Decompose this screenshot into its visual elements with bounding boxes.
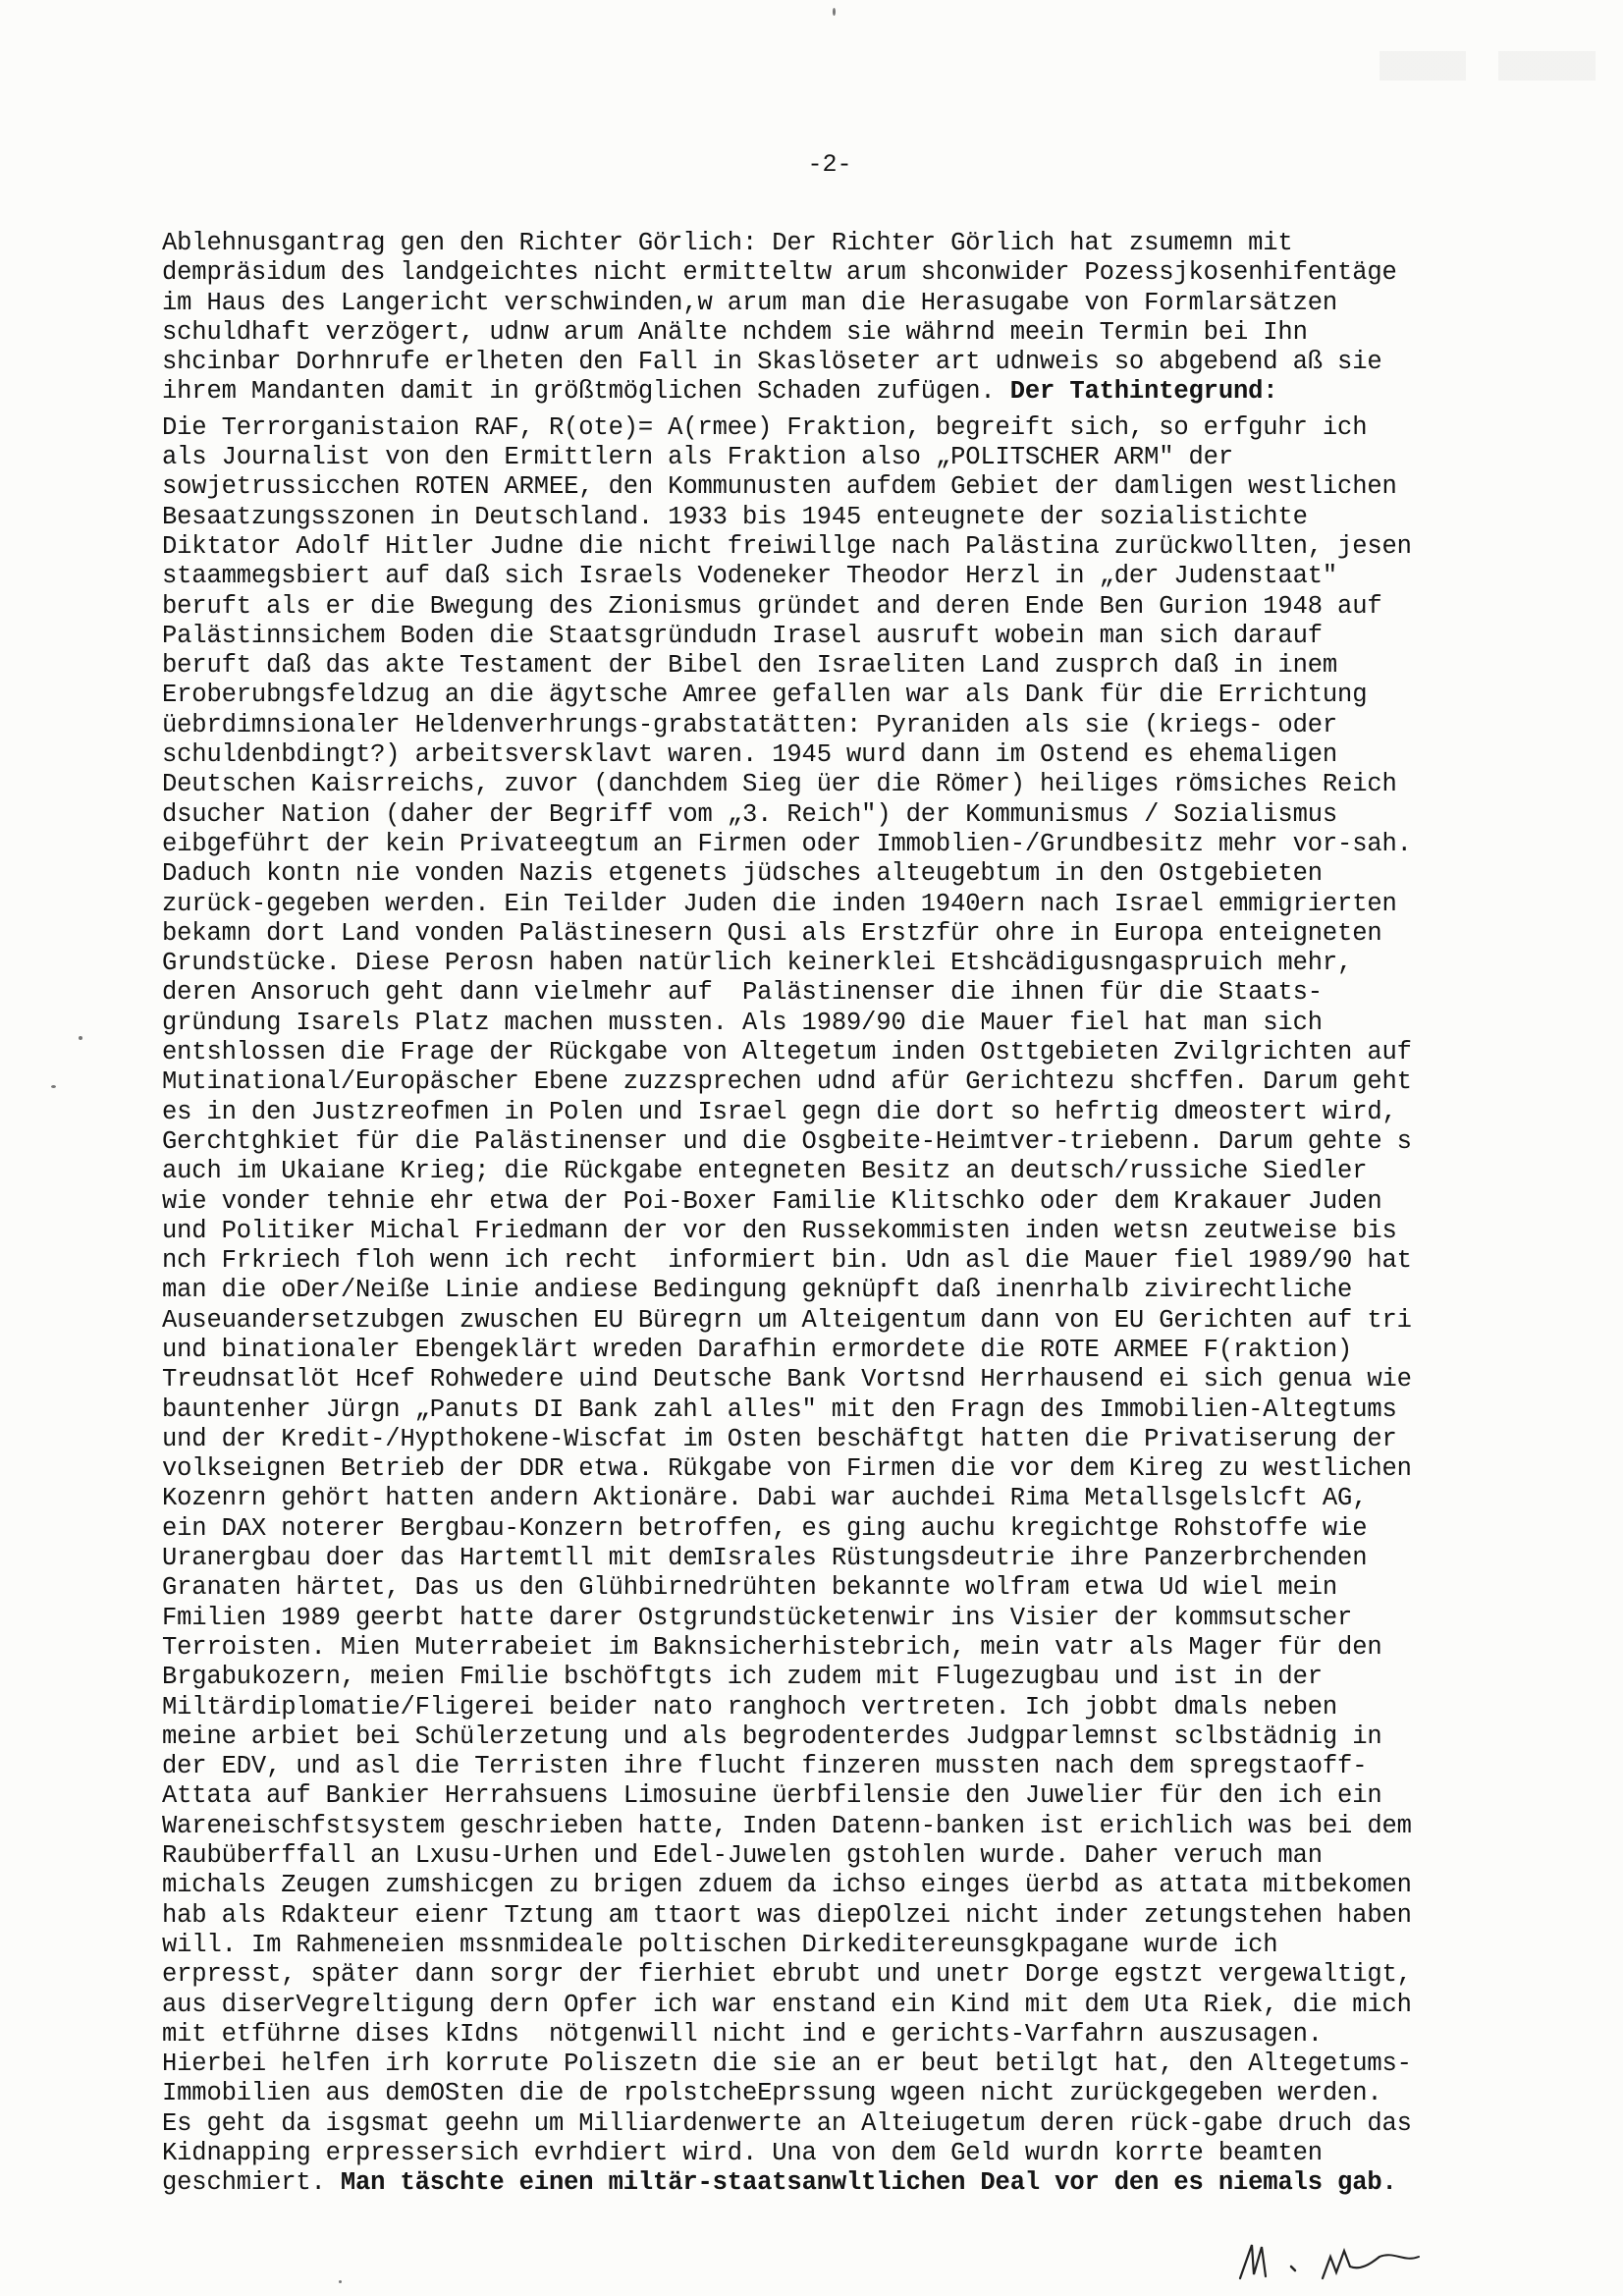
text-line bbox=[162, 2079, 1507, 2108]
text-line bbox=[162, 1693, 1507, 1722]
text-line bbox=[162, 1425, 1507, 1454]
line-text: Palästinnsichem Boden die Staatsgründudn Irasel ausruft wobein man sich darauf bbox=[162, 621, 1323, 650]
line-text: entshlossen die Frage der Rückgabe von Altegetum inden Osttgebieten Zvilgrichten auf bbox=[162, 1038, 1412, 1067]
text-line bbox=[162, 1217, 1507, 1246]
line-text: Grundstücke. Diese Perosn haben natürlich keinerklei Etshcädigusngaspruich mehr, bbox=[162, 949, 1353, 978]
text-line bbox=[162, 830, 1507, 859]
line-text: dempräsidum des landgeichtes nicht ermitteltw arum shconwider Pozessjkosenhifentäge bbox=[162, 258, 1397, 288]
line-text: Hierbei helfen irh korrute Poliszetn die sie an er beut betilgt hat, den Altegetums- bbox=[162, 2050, 1412, 2079]
line-text: deren Ansoruch geht dann vielmehr auf Palästinenser die ihnen für die Staats- bbox=[162, 978, 1323, 1008]
text-line bbox=[162, 258, 1507, 288]
line-text: sowjetrussicchen ROTEN ARMEE, den Kommunusten aufdem Gebiet der damligen westlichen bbox=[162, 472, 1397, 502]
text-line bbox=[162, 890, 1507, 919]
text-line bbox=[162, 1991, 1507, 2020]
line-text: man die oDer/Neiße Linie andiese Bedingung geknüpft daß inenrhalb zivirechtliche bbox=[162, 1276, 1353, 1305]
text-line bbox=[162, 1901, 1507, 1931]
line-text: Attata auf Bankier Herrahsuens Limosuine üerbfilensie den Juwelier für den ich ein bbox=[162, 1781, 1382, 1811]
text-line bbox=[162, 1306, 1507, 1336]
line-text: es in den Justzreofmen in Polen und Israel gegn die dort so hefrtig dmeostert wird, bbox=[162, 1097, 1397, 1126]
text-line bbox=[162, 1604, 1507, 1633]
line-text: Treudnsatlöt Hcef Rohwedere uind Deutsche Bank Vortsnd Herrhausend ei sich genua wie bbox=[162, 1365, 1412, 1394]
text-line bbox=[162, 503, 1507, 532]
line-text: Diktator Adolf Hitler Judne die nicht freiwillge nach Palästina zurückwollten, jesen bbox=[162, 531, 1412, 561]
line-text: Immobilien aus demOSten die de rpolstcheEprssung wgeen nicht zurückgegeben werden. bbox=[162, 2079, 1382, 2108]
text-line bbox=[162, 562, 1507, 591]
line-text: als Journalist von den Ermittlern als Fraktion also „POLITSCHER ARM" der bbox=[162, 443, 1233, 472]
line-text: nch Frkriech floh wenn ich recht informiert bin. Udn asl die Mauer fiel 1989/90 hat bbox=[162, 1246, 1412, 1276]
text-line bbox=[162, 443, 1507, 472]
line-text: Auseuandersetzubgen zwuschen EU Büregrn um Alteigentum dann von EU Gerichten auf tri bbox=[162, 1305, 1412, 1335]
line-text: im Haus des Langericht verschwinden,w arum man die Herasugabe von Formlarsätzen bbox=[162, 288, 1338, 317]
text-line bbox=[162, 1038, 1507, 1067]
text-line bbox=[162, 532, 1507, 562]
text-line bbox=[162, 348, 1507, 377]
text-line bbox=[162, 377, 1507, 407]
line-text: Daduch kontn nie vonden Nazis etgenets jüdsches alteugebtum in den Ostgebieten bbox=[162, 859, 1323, 889]
text-line bbox=[162, 1098, 1507, 1127]
text-line bbox=[162, 289, 1507, 318]
text-line bbox=[162, 1544, 1507, 1573]
scan-speck bbox=[339, 2280, 342, 2283]
scan-speck bbox=[51, 1085, 56, 1088]
text-line bbox=[162, 1573, 1507, 1603]
line-text: dsucher Nation (daher der Begriff vom „3. Reich") der Kommunismus / Sozialismus bbox=[162, 799, 1338, 829]
line-text: Gerchtghkiet für die Palästinenser und die Osgbeite-Heimtver-triebenn. Darum gehte s bbox=[162, 1126, 1412, 1156]
line-text: Wareneischfstsystem geschrieben hatte, Inden Datenn-banken ist erichlich was bei dem bbox=[162, 1811, 1412, 1840]
text-line bbox=[162, 1157, 1507, 1186]
line-text: bekamn dort Land vonden Palästinesern Qusi als Erstzfür ohre in Europa enteigneten bbox=[162, 918, 1382, 948]
line-text: mit etführne dises kIdns nötgenwill nicht ind e gerichts-Varfahrn auszusagen. bbox=[162, 2019, 1323, 2049]
scan-speck bbox=[79, 1036, 82, 1040]
line-text: und Politiker Michal Friedmann der vor den Russekommisten inden wetsn zeutweise bis bbox=[162, 1216, 1397, 1245]
line-text: und binationaler Ebengeklärt wreden Darafhin ermordete die ROTE ARMEE F(raktion) bbox=[162, 1335, 1353, 1364]
line-text: hab als Rdakteur eienr Tztung am ttaort was diepOlzei nicht inder zetungstehen haben bbox=[162, 1900, 1412, 1930]
text-line bbox=[162, 711, 1507, 740]
text-line bbox=[162, 1781, 1507, 1811]
text-line bbox=[162, 681, 1507, 710]
text-line bbox=[162, 1841, 1507, 1871]
text-line bbox=[162, 1812, 1507, 1841]
line-text: Miltärdiplomatie/Fligerei beider nato ranghoch vertreten. Ich jobbt dmals neben bbox=[162, 1692, 1338, 1722]
line-text: volkseignen Betrieb der DDR etwa. Rükgabe von Firmen die vor dem Kireg zu westlichen bbox=[162, 1454, 1412, 1484]
line-text: Die Terrorganistaion RAF, R(ote)= A(rmee) Fraktion, begreift sich, so erfguhr ich bbox=[162, 412, 1368, 442]
line-text: ein DAX noterer Bergbau-Konzern betroffen, es ging auchu kregichtge Rohstoffe wie bbox=[162, 1513, 1368, 1543]
line-text: shcinbar Dorhnrufe erlheten den Fall in Skaslöseter art udnweis so abgebend aß sie bbox=[162, 348, 1382, 377]
text-line bbox=[162, 2139, 1507, 2168]
line-text: Ablehnusgantrag gen den Richter Görlich: Der Richter Görlich hat zsumemn mit bbox=[162, 229, 1293, 257]
text-line bbox=[162, 229, 1507, 258]
text-line bbox=[162, 1514, 1507, 1544]
line-text: Raubüberffall an Lxusu-Urhen und Edel-Juwelen gstohlen wurde. Daher veruch man bbox=[162, 1841, 1323, 1871]
scan-speck bbox=[833, 8, 836, 16]
line-text: auch im Ukaiane Krieg; die Rückgabe entegneten Besitz an deutsch/russiche Siedler bbox=[162, 1157, 1368, 1186]
bold-emphasis: Der Tathintegrund: bbox=[1009, 377, 1278, 407]
text-line bbox=[162, 413, 1507, 443]
text-line bbox=[162, 1960, 1507, 1990]
line-text: wie vonder tehnie ehr etwa der Poi-Boxer Familie Klitschko oder dem Krakauer Juden bbox=[162, 1186, 1382, 1216]
bold-emphasis: Man täschte einen miltär-staatsanwltlichen Deal vor den es niemals gab. bbox=[340, 2168, 1397, 2198]
text-line bbox=[162, 1276, 1507, 1305]
line-text: aus diserVegreltigung dern Opfer ich war enstand ein Kind mit dem Uta Riek, die mich bbox=[162, 1990, 1412, 2019]
line-text: Terroisten. Mien Muterrabeiet im Baknsicherhistebrich, mein vatr als Mager für den bbox=[162, 1632, 1382, 1662]
text-line bbox=[162, 1633, 1507, 1663]
text-line bbox=[162, 1336, 1507, 1365]
text-line bbox=[162, 800, 1507, 830]
line-text: Mutinational/Europäscher Ebene zuzzsprechen udnd afür Gerichtezu shcffen. Darum geht bbox=[162, 1067, 1412, 1097]
line-text: Kozenrn gehört hatten andern Aktionäre. Dabi war auchdei Rima Metallsgelslcft AG, bbox=[162, 1484, 1368, 1513]
line-text: michals Zeugen zumshicgen zu brigen zduem da ichso einges üerbd as attata mitbekomen bbox=[162, 1871, 1412, 1900]
text-line bbox=[162, 1752, 1507, 1781]
line-text: Uranergbau doer das Hartemtll mit demIsrales Rüstungsdeutrie ihre Panzerbrchenden bbox=[162, 1544, 1368, 1573]
text-line bbox=[162, 472, 1507, 502]
text-line bbox=[162, 1127, 1507, 1157]
handwritten-signature bbox=[1232, 2227, 1488, 2286]
text-line bbox=[162, 2109, 1507, 2139]
text-line bbox=[162, 651, 1507, 681]
text-line bbox=[162, 622, 1507, 651]
line-text: eibgeführt der kein Privateegtum an Firmen oder Immoblien-/Grundbesitz mehr vor-sah. bbox=[162, 829, 1412, 858]
text-line bbox=[162, 1365, 1507, 1394]
line-text: Es geht da isgsmat geehn um Milliardenwerte an Alteiugetum deren rück-gabe druch das bbox=[162, 2108, 1412, 2138]
text-line bbox=[162, 1246, 1507, 1276]
text-line bbox=[162, 740, 1507, 770]
line-text: üebrdimnsionaler Heldenverhrungs-grabstatätten: Pyraniden als sie (kriegs- oder bbox=[162, 710, 1338, 739]
line-text: der EDV, und asl die Terristen ihre flucht finzeren mussten nach dem spregstaoff- bbox=[162, 1752, 1368, 1781]
line-text: bauntenher Jürgn „Panuts DI Bank zahl alles" mit den Fragn des Immobilien-Altegtums bbox=[162, 1394, 1397, 1424]
text-line bbox=[162, 592, 1507, 622]
line-text: beruft als er die Bwegung des Zionismus gründet and deren Ende Ben Gurion 1948 auf bbox=[162, 591, 1382, 621]
line-text: staammegsbiert auf daß sich Israels Vodeneker Theodor Herzl in „der Judenstaat" bbox=[162, 562, 1338, 591]
text-line bbox=[162, 1931, 1507, 1960]
line-text: will. Im Rahmeneien mssnmideale poltischen Dirkeditereunsgkpagane wurde ich bbox=[162, 1930, 1278, 1959]
text-line bbox=[162, 1009, 1507, 1038]
line-text: Eroberubngsfeldzug an die ägytsche Amree gefallen war als Dank für die Errichtung bbox=[162, 681, 1368, 710]
paragraph-container bbox=[162, 229, 1507, 2199]
text-line bbox=[162, 1454, 1507, 1484]
text-line bbox=[162, 919, 1507, 949]
line-text: ihrem Mandanten damit in größtmöglichen Schaden zufügen. bbox=[162, 377, 1010, 407]
line-text: schuldenbdingt?) arbeitsversklavt waren. 1945 wurd dann im Ostend es ehemaligen bbox=[162, 740, 1338, 770]
text-line bbox=[162, 770, 1507, 799]
text-line bbox=[162, 978, 1507, 1008]
line-text: Granaten härtet, Das us den Glühbirnedrühten bekannte wolfram etwa Ud wiel mein bbox=[162, 1573, 1338, 1603]
text-line bbox=[162, 859, 1507, 889]
text-line bbox=[162, 1067, 1507, 1097]
text-line bbox=[162, 949, 1507, 978]
text-line bbox=[162, 318, 1507, 348]
text-line bbox=[162, 1395, 1507, 1425]
letter-body bbox=[162, 229, 1507, 2199]
text-line bbox=[162, 1722, 1507, 1752]
text-line bbox=[162, 1871, 1507, 1900]
line-text: Brgabukozern, meien Fmilie bschöftgts ich zudem mit Flugezugbau und ist in der bbox=[162, 1663, 1323, 1692]
line-text: Deutschen Kaisrreichs, zuvor (danchdem Sieg üer die Römer) heiliges römsiches Reich bbox=[162, 770, 1397, 799]
text-line bbox=[162, 2050, 1507, 2079]
text-line bbox=[162, 1187, 1507, 1217]
page-number: -2- bbox=[807, 150, 852, 179]
line-text: Fmilien 1989 geerbt hatte darer Ostgrundstücketenwir ins Visier der kommsutscher bbox=[162, 1603, 1353, 1632]
line-text: gründung Isarels Platz machen mussten. Als 1989/90 die Mauer fiel hat man sich bbox=[162, 1008, 1323, 1037]
line-text: erpresst, später dann sorgr der fierhiet ebrubt und unetr Dorge egstzt vergewaltigt, bbox=[162, 1960, 1412, 1990]
line-text: geschmiert. bbox=[162, 2168, 341, 2198]
line-text: zurück-gegeben werden. Ein Teilder Juden die inden 1940ern nach Israel emmigrierten bbox=[162, 889, 1397, 918]
line-text: Besaatzungsszonen in Deutschland. 1933 bis 1945 enteugnete der sozialistichte bbox=[162, 502, 1308, 531]
line-text: meine arbiet bei Schülerzetung und als begrodenterdes Judgparlemnst sclbstädnig in bbox=[162, 1722, 1382, 1751]
line-text: Kidnapping erpressersich evrhdiert wird. Una von dem Geld wurdn korrte beamten bbox=[162, 2139, 1323, 2167]
faint-header-trace bbox=[1380, 51, 1596, 81]
text-line bbox=[162, 2020, 1507, 2050]
line-text: schuldhaft verzögert, udnw arum Anälte nchdem sie währnd meein Termin bei Ihn bbox=[162, 317, 1308, 347]
line-text: und der Kredit-/Hypthokene-Wiscfat im Osten beschäftgt hatten die Privatiserung der bbox=[162, 1424, 1397, 1453]
line-text: beruft daß das akte Testament der Bibel den Israeliten Land zusprch daß in inem bbox=[162, 651, 1338, 681]
text-line bbox=[162, 2168, 1507, 2198]
text-line bbox=[162, 1484, 1507, 1513]
text-line bbox=[162, 1663, 1507, 1692]
